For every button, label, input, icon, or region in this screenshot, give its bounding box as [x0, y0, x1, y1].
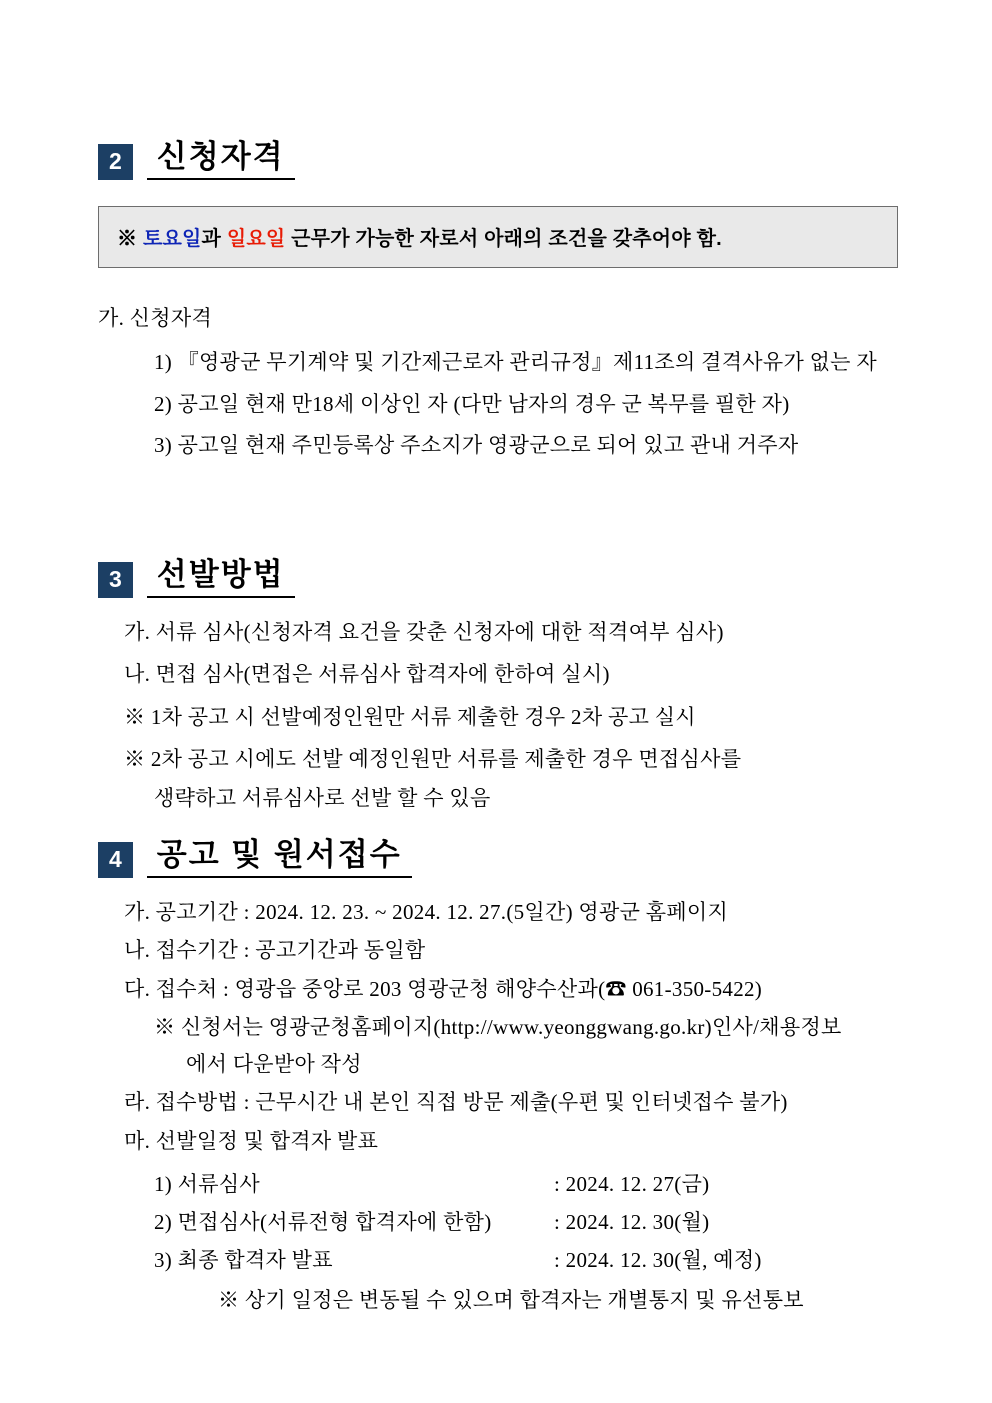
- section-3: [98, 558, 928, 814]
- eligibility-subheading: 가. 신청자격: [98, 305, 213, 330]
- section-4-heading: [98, 838, 928, 878]
- selection-note-2-cont: 생략하고 서류심사로 선발 할 수 있음: [154, 785, 491, 810]
- notice-mark-icon: ※: [117, 227, 138, 250]
- selection-note-2: ※ 2차 공고 시에도 선발 예정인원만 서류를 제출한 경우 면접심사를: [124, 747, 742, 772]
- section-2-heading: [98, 140, 898, 180]
- notice-rest-text: 근무가 가능한 자로서 아래의 조건을 갖추어야 함.: [291, 227, 722, 250]
- schedule-label-2: 2) 면접심사(서류전형 합격자에 한함): [154, 1209, 492, 1234]
- schedule-label-3: 3) 최종 합격자 발표: [154, 1247, 333, 1272]
- section-3-title: 선발방법: [147, 558, 295, 598]
- schedule-row: [154, 1244, 928, 1274]
- selection-note-1: ※ 1차 공고 시 선발예정인원만 서류 제출한 경우 2차 공고 실시: [124, 704, 696, 729]
- section-2-number: 2: [98, 144, 133, 180]
- schedule-value-3: : 2024. 12. 30(월, 예정): [554, 1247, 762, 1272]
- eligibility-notice-box: [98, 206, 898, 268]
- section-3-heading: [98, 558, 928, 598]
- notice-saturday-text: 토요일: [142, 227, 202, 250]
- application-form-note-cont: 에서 다운받아 작성: [186, 1051, 362, 1076]
- section-4-title: 공고 및 원서접수: [147, 838, 412, 878]
- selection-item-a: 가. 서류 심사(신청자격 요건을 갖춘 신청자에 대한 적격여부 심사): [124, 619, 724, 644]
- schedule-value-2: : 2024. 12. 30(월): [554, 1209, 710, 1234]
- notice-conj-text: 과: [201, 227, 222, 250]
- schedule-row: [154, 1206, 928, 1236]
- section-2: [98, 140, 898, 462]
- submission-method-item: 라. 접수방법 : 근무시간 내 본인 직접 방문 제출(우편 및 인터넷접수 불가): [124, 1090, 788, 1115]
- section-2-title: 신청자격: [147, 140, 295, 180]
- schedule-row: [154, 1168, 928, 1198]
- eligibility-item-3: 3) 공고일 현재 주민등록상 주소지가 영광군으로 되어 있고 관내 거주자: [154, 433, 799, 458]
- eligibility-item-1: 1) 『영광군 무기계약 및 기간제근로자 관리규정』제11조의 결격사유가 없는 자: [154, 350, 877, 375]
- schedule-label-1: 1) 서류심사: [154, 1171, 260, 1196]
- schedule-value-1: : 2024. 12. 27(금): [554, 1171, 710, 1196]
- section-4: [98, 838, 928, 1316]
- schedule-footnote: ※ 상기 일정은 변동될 수 있으며 합격자는 개별통지 및 유선통보: [218, 1287, 804, 1312]
- notice-sunday-text: 일요일: [226, 227, 286, 250]
- section-4-number: 4: [98, 842, 133, 878]
- application-period-item: 나. 접수기간 : 공고기간과 동일함: [124, 938, 426, 963]
- notice-period-item: 가. 공고기간 : 2024. 12. 23. ~ 2024. 12. 27.(5일간) 영광군 홈페이지: [124, 899, 729, 924]
- schedule-heading: 마. 선발일정 및 합격자 발표: [124, 1129, 379, 1153]
- application-form-note: ※ 신청서는 영광군청홈페이지(http://www.yeonggwang.go.kr)인사/채용정보: [154, 1015, 842, 1040]
- section-3-number: 3: [98, 562, 133, 598]
- application-office-item: 다. 접수처 : 영광읍 중앙로 203 영광군청 해양수산과(☎ 061-350-5422): [124, 976, 763, 1001]
- selection-item-b: 나. 면접 심사(면접은 서류심사 합격자에 한하여 실시): [124, 662, 610, 687]
- eligibility-item-2: 2) 공고일 현재 만18세 이상인 자 (다만 남자의 경우 군 복무를 필한 자): [154, 391, 790, 416]
